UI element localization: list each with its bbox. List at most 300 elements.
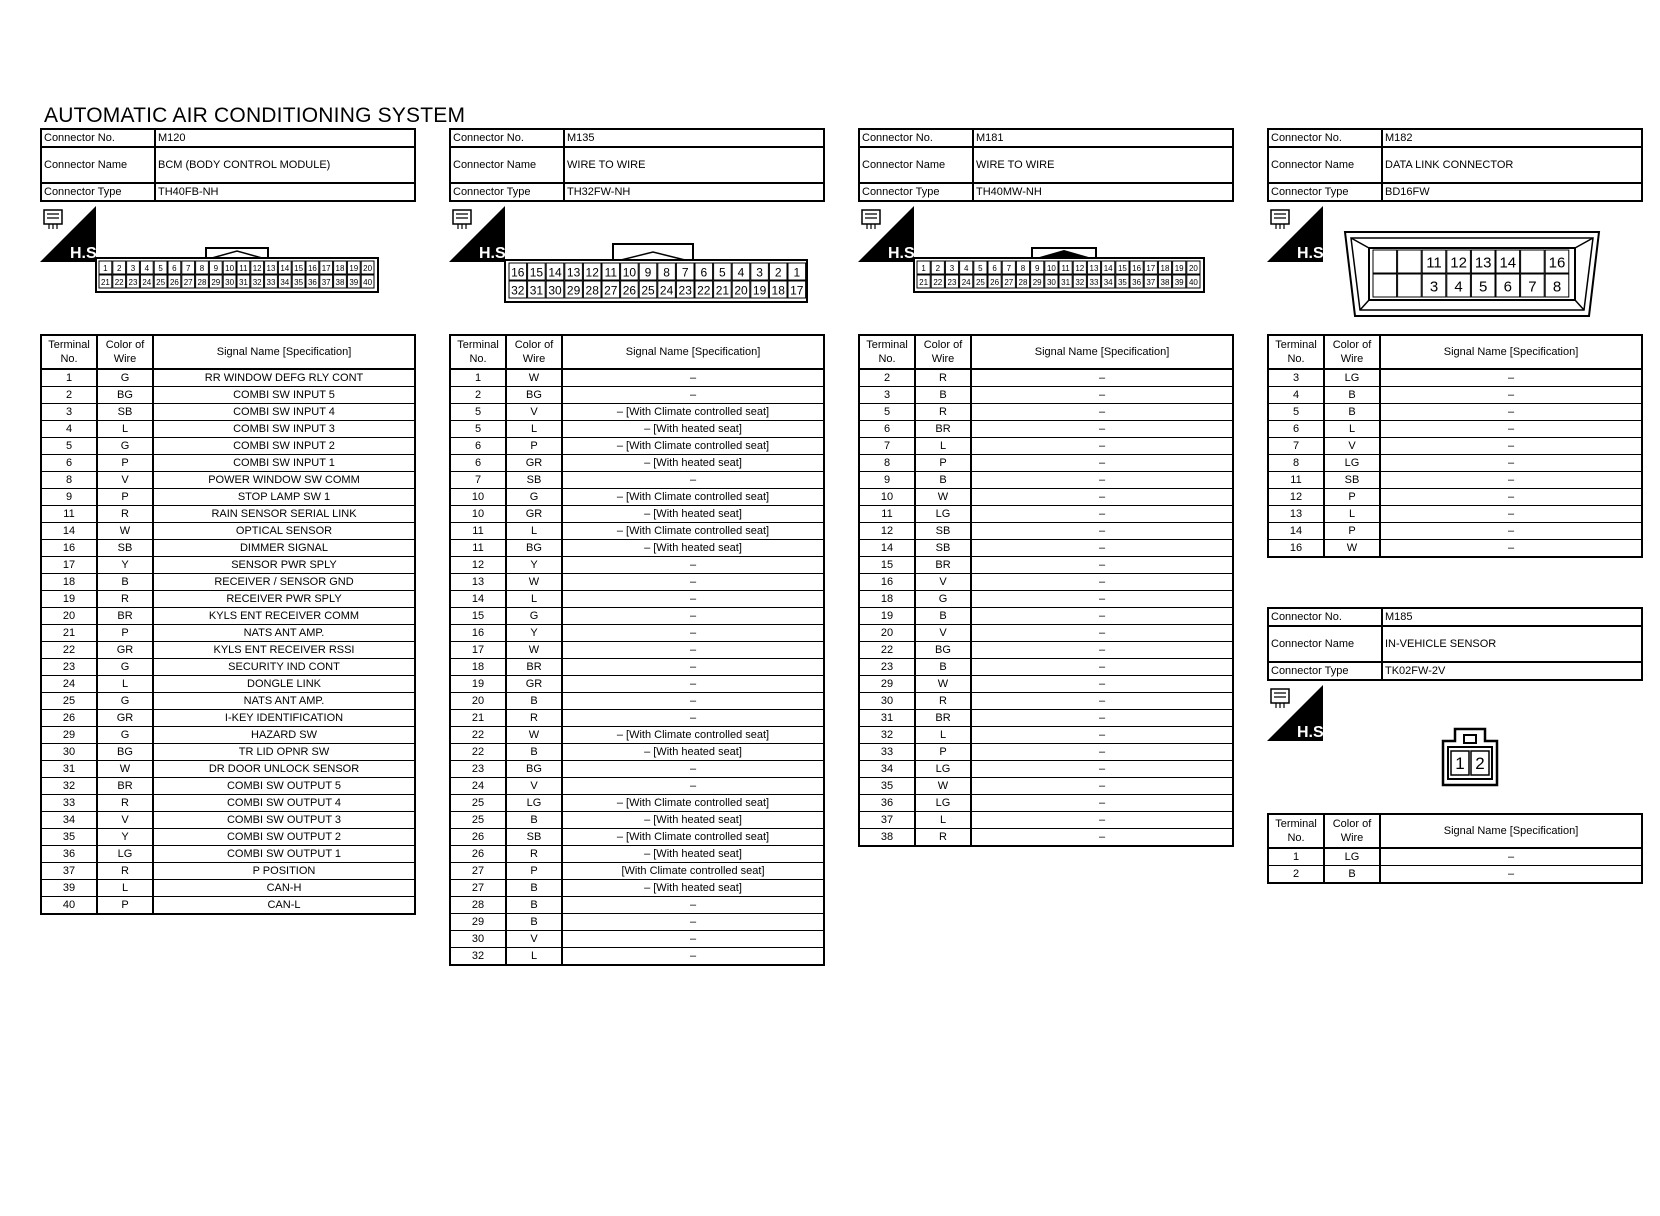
terminal-no: 25 bbox=[41, 693, 97, 710]
pin-number: 12 bbox=[1450, 254, 1467, 272]
pin-number: 8 bbox=[1552, 278, 1562, 296]
pin-number: 21 bbox=[715, 283, 730, 298]
connector-info-table bbox=[1267, 128, 1643, 202]
connector-type-label: Connector Type bbox=[859, 183, 973, 201]
wire-color: GR bbox=[506, 506, 562, 523]
connector-info-table bbox=[858, 128, 1234, 202]
terminal-no: 12 bbox=[859, 523, 915, 540]
pin-number: 32 bbox=[511, 283, 525, 298]
pin-number: 35 bbox=[294, 277, 304, 287]
connector-face bbox=[1437, 727, 1507, 789]
connector-m120 bbox=[40, 128, 416, 915]
wire-color: B bbox=[915, 608, 971, 625]
signal-name: HAZARD SW bbox=[153, 727, 415, 744]
terminal-no: 21 bbox=[450, 710, 506, 727]
connector-no-label: Connector No. bbox=[859, 129, 973, 147]
wire-color: P bbox=[97, 489, 153, 506]
table-row bbox=[859, 506, 1233, 523]
signal-name: – bbox=[1380, 523, 1642, 540]
table-row bbox=[859, 438, 1233, 455]
pin-number: 24 bbox=[659, 283, 674, 298]
table-row bbox=[1268, 866, 1642, 884]
pin-number: 1 bbox=[921, 263, 926, 273]
terminal-no: 5 bbox=[859, 404, 915, 421]
wire-color: P bbox=[1324, 523, 1380, 540]
wire-color: W bbox=[97, 523, 153, 540]
table-row bbox=[450, 829, 824, 846]
table-row bbox=[859, 812, 1233, 829]
signal-name: NATS ANT AMP. bbox=[153, 625, 415, 642]
wire-color: GR bbox=[97, 642, 153, 659]
table-row bbox=[859, 676, 1233, 693]
signal-name: – bbox=[562, 897, 824, 914]
wire-color: R bbox=[97, 506, 153, 523]
signal-name: – [With Climate controlled seat] bbox=[562, 727, 824, 744]
wire-color: BG bbox=[506, 540, 562, 557]
table-row bbox=[1268, 523, 1642, 540]
table-row bbox=[41, 812, 415, 829]
signal-name: – bbox=[971, 693, 1233, 710]
wire-color: L bbox=[1324, 421, 1380, 438]
pin-number: 22 bbox=[933, 277, 943, 287]
pin-number: 36 bbox=[307, 277, 317, 287]
pin-number: 14 bbox=[280, 263, 290, 273]
terminal-no: 10 bbox=[859, 489, 915, 506]
wire-color: GR bbox=[97, 710, 153, 727]
connector-diagram bbox=[1267, 685, 1643, 795]
table-row bbox=[859, 659, 1233, 676]
terminal-no: 32 bbox=[41, 778, 97, 795]
table-row bbox=[859, 710, 1233, 727]
table-row bbox=[41, 795, 415, 812]
wire-color: LG bbox=[506, 795, 562, 812]
table-row bbox=[450, 472, 824, 489]
connector-name-value: WIRE TO WIRE bbox=[973, 147, 1233, 183]
pin-number: 5 bbox=[158, 263, 163, 273]
signal-name: – bbox=[1380, 866, 1642, 884]
signal-name: – bbox=[971, 455, 1233, 472]
wire-color: R bbox=[97, 863, 153, 880]
terminal-no: 3 bbox=[859, 387, 915, 404]
terminal-no: 3 bbox=[1268, 369, 1324, 387]
pin-cell bbox=[1373, 250, 1397, 273]
wire-color: BR bbox=[97, 778, 153, 795]
wire-color: P bbox=[506, 438, 562, 455]
terminal-no: 11 bbox=[41, 506, 97, 523]
wire-color: L bbox=[97, 676, 153, 693]
signal-name: COMBI SW OUTPUT 1 bbox=[153, 846, 415, 863]
wire-color: W bbox=[97, 761, 153, 778]
wire-color: SB bbox=[1324, 472, 1380, 489]
wire-color: P bbox=[1324, 489, 1380, 506]
signal-name: – bbox=[1380, 489, 1642, 506]
terminal-no: 11 bbox=[1268, 472, 1324, 489]
table-row bbox=[450, 778, 824, 795]
signal-name: – bbox=[971, 659, 1233, 676]
signal-name: – bbox=[562, 625, 824, 642]
wire-color: B bbox=[506, 744, 562, 761]
terminal-no: 1 bbox=[450, 369, 506, 387]
signal-name: – [With Climate controlled seat] bbox=[562, 489, 824, 506]
connector-no-label: Connector No. bbox=[450, 129, 564, 147]
terminal-no: 23 bbox=[41, 659, 97, 676]
pin-number: 17 bbox=[790, 283, 804, 298]
table-row bbox=[450, 693, 824, 710]
table-row bbox=[859, 574, 1233, 591]
pin-number: 3 bbox=[949, 263, 955, 273]
pin-number: 24 bbox=[142, 277, 152, 287]
signal-name: – [With heated seat] bbox=[562, 540, 824, 557]
harness-side-icon bbox=[1267, 685, 1329, 741]
signal-name: – bbox=[971, 744, 1233, 761]
table-row bbox=[450, 591, 824, 608]
pin-number: 26 bbox=[169, 277, 179, 287]
connector-no-value: M135 bbox=[564, 129, 824, 147]
table-row bbox=[450, 642, 824, 659]
pin-number: 8 bbox=[199, 263, 205, 273]
terminal-no: 16 bbox=[41, 540, 97, 557]
terminal-no: 34 bbox=[859, 761, 915, 778]
pin-number: 31 bbox=[1061, 277, 1071, 287]
table-row bbox=[859, 523, 1233, 540]
pin-number: 6 bbox=[700, 265, 708, 280]
table-row bbox=[41, 778, 415, 795]
signal-name: – bbox=[971, 557, 1233, 574]
wire-color: G bbox=[97, 659, 153, 676]
wire-color: W bbox=[506, 574, 562, 591]
signal-name: RECEIVER / SENSOR GND bbox=[153, 574, 415, 591]
signal-name: – bbox=[1380, 472, 1642, 489]
pin-number: 33 bbox=[266, 277, 276, 287]
table-row bbox=[450, 574, 824, 591]
pin-number: 11 bbox=[1061, 263, 1070, 273]
pin-number: 4 bbox=[963, 263, 969, 273]
connector-face bbox=[96, 244, 386, 296]
wire-color: BR bbox=[915, 557, 971, 574]
pin-number: 29 bbox=[566, 283, 581, 298]
signal-name: – bbox=[971, 591, 1233, 608]
signal-name: – bbox=[562, 574, 824, 591]
connector-no-value: M182 bbox=[1382, 129, 1642, 147]
pin-number: 20 bbox=[1188, 263, 1198, 273]
wire-color: BG bbox=[97, 387, 153, 404]
pin-number: 40 bbox=[363, 277, 373, 287]
pin-number: 30 bbox=[548, 283, 562, 298]
signal-name: – bbox=[562, 591, 824, 608]
pin-number: 18 bbox=[335, 263, 345, 273]
hs-badge-text: H.S. bbox=[70, 245, 102, 262]
table-row bbox=[450, 897, 824, 914]
signal-name-header: Signal Name [Specification] bbox=[971, 335, 1233, 369]
wire-color: R bbox=[915, 693, 971, 710]
table-row bbox=[1268, 438, 1642, 455]
pin-number: 13 bbox=[1089, 263, 1099, 273]
table-row bbox=[41, 642, 415, 659]
table-row bbox=[41, 506, 415, 523]
table-row bbox=[41, 710, 415, 727]
connector-name-label: Connector Name bbox=[859, 147, 973, 183]
wire-color: R bbox=[915, 369, 971, 387]
terminal-no: 33 bbox=[41, 795, 97, 812]
wire-color: V bbox=[506, 931, 562, 948]
wire-color: Y bbox=[506, 625, 562, 642]
pin-number: 28 bbox=[1018, 277, 1028, 287]
signal-name: – [With heated seat] bbox=[562, 744, 824, 761]
wire-color: L bbox=[915, 727, 971, 744]
connector-type-label: Connector Type bbox=[41, 183, 155, 201]
table-row bbox=[859, 387, 1233, 404]
connector-name-value: WIRE TO WIRE bbox=[564, 147, 824, 183]
wire-color: SB bbox=[915, 523, 971, 540]
pin-number: 4 bbox=[737, 265, 745, 280]
terminal-no: 30 bbox=[41, 744, 97, 761]
signal-name: I-KEY IDENTIFICATION bbox=[153, 710, 415, 727]
table-row bbox=[450, 455, 824, 472]
signal-name: – [With heated seat] bbox=[562, 506, 824, 523]
terminal-no-header: Terminal No. bbox=[450, 335, 506, 369]
signal-name: – bbox=[562, 642, 824, 659]
page-title: AUTOMATIC AIR CONDITIONING SYSTEM bbox=[44, 104, 466, 127]
signal-name: – [With heated seat] bbox=[562, 421, 824, 438]
signal-name: RECEIVER PWR SPLY bbox=[153, 591, 415, 608]
wire-color: W bbox=[506, 369, 562, 387]
pin-number: 5 bbox=[1479, 278, 1488, 296]
terminal-no: 16 bbox=[450, 625, 506, 642]
terminal-no-header: Terminal No. bbox=[1268, 814, 1324, 848]
table-row bbox=[1268, 472, 1642, 489]
signal-name: – bbox=[562, 931, 824, 948]
wire-color: BR bbox=[915, 421, 971, 438]
pin-number: 6 bbox=[1503, 278, 1512, 296]
wire-color: P bbox=[915, 455, 971, 472]
pin-number: 28 bbox=[197, 277, 207, 287]
terminal-no: 18 bbox=[41, 574, 97, 591]
pin-number: 10 bbox=[225, 263, 235, 273]
signal-name: – bbox=[562, 710, 824, 727]
connector-type-value: BD16FW bbox=[1382, 183, 1642, 201]
pin-number: 31 bbox=[529, 283, 544, 298]
wire-color: L bbox=[506, 421, 562, 438]
wire-color: LG bbox=[97, 846, 153, 863]
wire-color: W bbox=[506, 642, 562, 659]
table-row bbox=[859, 591, 1233, 608]
connector-m185 bbox=[1267, 607, 1643, 884]
signal-name: – bbox=[971, 472, 1233, 489]
wire-color: L bbox=[1324, 506, 1380, 523]
connector-diagram bbox=[449, 206, 825, 316]
wire-color: G bbox=[97, 438, 153, 455]
signal-name: – bbox=[562, 659, 824, 676]
signal-name: COMBI SW INPUT 3 bbox=[153, 421, 415, 438]
table-row bbox=[859, 404, 1233, 421]
connector-no-value: M181 bbox=[973, 129, 1233, 147]
pin-cell bbox=[1398, 250, 1422, 273]
terminal-no-header: Terminal No. bbox=[41, 335, 97, 369]
wire-color: P bbox=[915, 744, 971, 761]
signal-name: – bbox=[971, 523, 1233, 540]
table-row bbox=[450, 948, 824, 966]
table-row bbox=[1268, 540, 1642, 558]
pin-number: 40 bbox=[1188, 277, 1198, 287]
terminal-no: 3 bbox=[41, 404, 97, 421]
terminal-no: 7 bbox=[859, 438, 915, 455]
terminal-no: 29 bbox=[41, 727, 97, 744]
pin-number: 13 bbox=[266, 263, 276, 273]
signal-name-header: Signal Name [Specification] bbox=[153, 335, 415, 369]
table-row bbox=[450, 846, 824, 863]
terminal-no: 1 bbox=[1268, 848, 1324, 866]
terminal-no: 7 bbox=[450, 472, 506, 489]
wire-color: P bbox=[97, 455, 153, 472]
wire-color: V bbox=[1324, 438, 1380, 455]
pin-number: 2 bbox=[774, 265, 782, 280]
wire-color: G bbox=[97, 727, 153, 744]
signal-name: – bbox=[971, 540, 1233, 557]
table-row bbox=[859, 421, 1233, 438]
pin-number: 17 bbox=[321, 263, 331, 273]
hs-badge-text: H.S. bbox=[888, 245, 920, 262]
pin-number: 2 bbox=[1475, 754, 1485, 773]
pin-number: 27 bbox=[183, 277, 193, 287]
wire-color: L bbox=[915, 438, 971, 455]
wire-color: B bbox=[506, 897, 562, 914]
pin-number: 1 bbox=[793, 265, 801, 280]
hs-badge-text: H.S. bbox=[1297, 724, 1329, 741]
connector-type-value: TH32FW-NH bbox=[564, 183, 824, 201]
table-row bbox=[41, 897, 415, 915]
pin-number: 9 bbox=[213, 263, 219, 273]
pin-number: 15 bbox=[529, 265, 544, 280]
table-row bbox=[450, 421, 824, 438]
terminal-no: 2 bbox=[41, 387, 97, 404]
terminal-no: 33 bbox=[859, 744, 915, 761]
pin-number: 11 bbox=[239, 263, 248, 273]
terminal-no: 37 bbox=[41, 863, 97, 880]
table-row bbox=[41, 421, 415, 438]
pin-number: 23 bbox=[947, 277, 957, 287]
table-row bbox=[859, 829, 1233, 847]
signal-name: DIMMER SIGNAL bbox=[153, 540, 415, 557]
terminal-no: 27 bbox=[450, 863, 506, 880]
table-row bbox=[41, 557, 415, 574]
pin-number: 2 bbox=[116, 263, 122, 273]
pin-number: 39 bbox=[1174, 277, 1184, 287]
signal-name: – bbox=[1380, 421, 1642, 438]
terminal-no: 31 bbox=[859, 710, 915, 727]
wire-color: LG bbox=[1324, 848, 1380, 866]
signal-name: POWER WINDOW SW COMM bbox=[153, 472, 415, 489]
table-row bbox=[859, 540, 1233, 557]
signal-name: – bbox=[562, 387, 824, 404]
pin-number: 30 bbox=[225, 277, 235, 287]
wire-color: GR bbox=[506, 676, 562, 693]
signal-name: – bbox=[971, 676, 1233, 693]
table-row bbox=[450, 625, 824, 642]
color-of-wire-header: Color of Wire bbox=[915, 335, 971, 369]
signal-name: – [With Climate controlled seat] bbox=[562, 829, 824, 846]
pin-number: 8 bbox=[663, 265, 670, 280]
terminal-no: 31 bbox=[41, 761, 97, 778]
pin-number: 3 bbox=[1429, 278, 1439, 296]
signal-name: – bbox=[562, 948, 824, 966]
terminal-no: 36 bbox=[41, 846, 97, 863]
wire-color: R bbox=[915, 829, 971, 847]
connector-face bbox=[505, 242, 815, 304]
wire-color: B bbox=[506, 693, 562, 710]
pin-number: 16 bbox=[307, 263, 317, 273]
table-row bbox=[450, 795, 824, 812]
pin-number: 27 bbox=[1004, 277, 1014, 287]
pin-number: 11 bbox=[604, 265, 618, 280]
signal-name: COMBI SW OUTPUT 4 bbox=[153, 795, 415, 812]
pin-number: 7 bbox=[681, 265, 689, 280]
pin-number: 22 bbox=[114, 277, 124, 287]
connector-info-table bbox=[40, 128, 416, 202]
pin-number: 38 bbox=[1160, 277, 1170, 287]
table-row bbox=[859, 472, 1233, 489]
signal-name: KYLS ENT RECEIVER RSSI bbox=[153, 642, 415, 659]
connector-no-label: Connector No. bbox=[1268, 608, 1382, 626]
signal-name: – bbox=[562, 369, 824, 387]
color-of-wire-header: Color of Wire bbox=[1324, 335, 1380, 369]
table-row bbox=[41, 676, 415, 693]
pin-number: 27 bbox=[604, 283, 618, 298]
wire-color: R bbox=[915, 404, 971, 421]
terminal-no: 29 bbox=[450, 914, 506, 931]
table-row bbox=[41, 404, 415, 421]
terminal-no: 11 bbox=[450, 540, 506, 557]
pin-table bbox=[1267, 334, 1643, 558]
wire-color: LG bbox=[915, 506, 971, 523]
table-row bbox=[1268, 489, 1642, 506]
wire-color: V bbox=[97, 812, 153, 829]
table-row bbox=[41, 727, 415, 744]
color-of-wire-header: Color of Wire bbox=[97, 335, 153, 369]
wire-color: B bbox=[915, 387, 971, 404]
pin-number: 2 bbox=[935, 263, 941, 273]
pin-table bbox=[40, 334, 416, 915]
signal-name: COMBI SW INPUT 1 bbox=[153, 455, 415, 472]
signal-name: CAN-H bbox=[153, 880, 415, 897]
pin-number: 39 bbox=[349, 277, 359, 287]
pin-number: 31 bbox=[238, 277, 248, 287]
color-of-wire-header: Color of Wire bbox=[1324, 814, 1380, 848]
table-row bbox=[859, 693, 1233, 710]
pin-number: 10 bbox=[1046, 263, 1056, 273]
signal-name: – bbox=[971, 727, 1233, 744]
wire-color: B bbox=[506, 812, 562, 829]
wire-color: R bbox=[97, 591, 153, 608]
terminal-no: 17 bbox=[41, 557, 97, 574]
signal-name: – [With Climate controlled seat] bbox=[562, 523, 824, 540]
table-row bbox=[859, 642, 1233, 659]
pin-number: 23 bbox=[678, 283, 692, 298]
wire-color: B bbox=[1324, 866, 1380, 884]
wire-color: W bbox=[506, 727, 562, 744]
harness-side-icon bbox=[1267, 206, 1329, 262]
terminal-no: 18 bbox=[859, 591, 915, 608]
wire-color: LG bbox=[915, 795, 971, 812]
signal-name: COMBI SW INPUT 4 bbox=[153, 404, 415, 421]
wire-color: BR bbox=[915, 710, 971, 727]
pin-number: 26 bbox=[990, 277, 1000, 287]
terminal-no: 8 bbox=[859, 455, 915, 472]
pin-number: 36 bbox=[1132, 277, 1142, 287]
pin-number: 9 bbox=[644, 265, 652, 280]
signal-name: – [With Climate controlled seat] bbox=[562, 438, 824, 455]
pin-number: 19 bbox=[752, 283, 767, 298]
wire-color: V bbox=[97, 472, 153, 489]
